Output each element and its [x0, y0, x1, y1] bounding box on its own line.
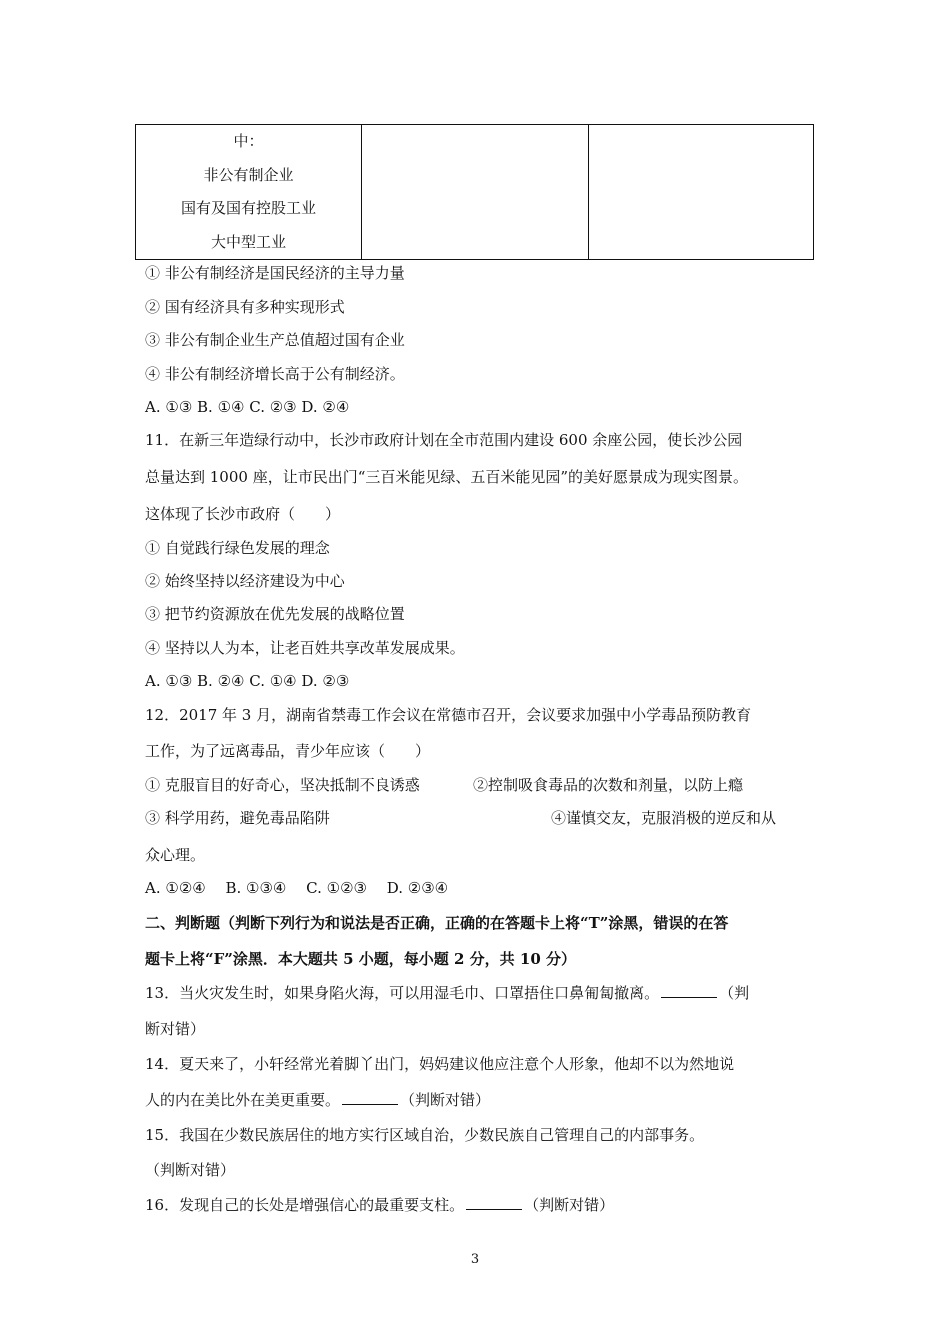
q11-stem-line-1: 11．在新三年造绿行动中，长沙市政府计划在全市范围内建设 600 余座公园，使长沙公园 — [145, 431, 743, 449]
q15-stem-line-2: （判断对错） — [145, 1161, 236, 1179]
q12-option-3: ③ 科学用药，避免毒品陷阱 — [145, 809, 330, 827]
q10-option-2: ② 国有经济具有多种实现形式 — [145, 298, 345, 316]
q14-stem-line-2 — [145, 1089, 490, 1111]
q10-choices: A. ①③ B. ①④ C. ②③ D. ②④ — [145, 398, 350, 416]
q10-option-1: ① 非公有制经济是国民经济的主导力量 — [145, 264, 405, 282]
q13-tail: （判 — [719, 984, 750, 1002]
section-2-heading-line-1: 二、判断题（判断下列行为和说法是否正确，正确的在答题卡上将“T”涂黑，错误的在答 — [145, 914, 729, 932]
q12-option-4-continued: 众心理。 — [145, 846, 206, 864]
q14-stem-line-1: 14．夏天来了，小轩经常光着脚丫出门，妈妈建议他应注意个人形象，他却不以为然地说 — [145, 1055, 735, 1073]
q14-answer-blank — [342, 1090, 398, 1105]
q11-option-1: ① 自觉践行绿色发展的理念 — [145, 539, 330, 557]
q14-text: 人的内在美比外在美更重要。 — [145, 1091, 341, 1109]
q11-choices: A. ①③ B. ②④ C. ①④ D. ②③ — [145, 672, 350, 690]
q10-option-4: ④ 非公有制经济增长高于公有制经济。 — [145, 365, 405, 383]
table-cell-empty — [589, 125, 814, 260]
continued-data-table — [135, 124, 814, 260]
q16-text: 16．发现自己的长处是增强信心的最重要支柱。 — [145, 1196, 465, 1214]
q11-stem-line-2: 总量达到 1000 座，让市民出门“三百米能见绿、五百米能见园”的美好愿景成为现实图景。 — [145, 468, 749, 486]
table-cell-line: 中： — [233, 132, 264, 150]
section-2-heading-line-2: 题卡上将“F”涂黑．本大题共 5 小题，每小题 2 分，共 10 分） — [145, 950, 576, 968]
q14-tail: （判断对错） — [400, 1091, 491, 1109]
q11-stem-line-3: 这体现了长沙市政府（ ） — [145, 505, 341, 523]
q11-option-4: ④ 坚持以人为本，让老百姓共享改革发展成果。 — [145, 639, 465, 657]
table-cell-line: 非公有制企业 — [203, 165, 294, 184]
q16-tail: （判断对错） — [524, 1196, 615, 1214]
q10-option-3: ③ 非公有制企业生产总值超过国有企业 — [145, 331, 405, 349]
q12-option-1: ① 克服盲目的好奇心，坚决抵制不良诱惑 — [145, 776, 420, 794]
q12-choices: A. ①②④ B. ①③④ C. ①②③ D. ②③④ — [145, 879, 449, 897]
q13-answer-blank — [661, 983, 717, 998]
q12-stem-line-2: 工作，为了远离毒品，青少年应该（ ） — [145, 742, 431, 760]
table-cell-line: 大中型工业 — [210, 232, 286, 251]
q16-answer-blank — [466, 1195, 522, 1210]
q15-stem-line-1: 15．我国在少数民族居住的地方实行区域自治，少数民族自己管理自己的内部事务。 — [145, 1126, 705, 1144]
q11-option-2: ② 始终坚持以经济建设为中心 — [145, 572, 345, 590]
q16-stem — [145, 1194, 614, 1216]
q13-text: 13．当火灾发生时，如果身陷火海，可以用湿毛巾、口罩捂住口鼻匍匐撤离。 — [145, 984, 660, 1002]
table-cell-line: 国有及国有控股工业 — [180, 199, 316, 217]
table-cell-empty — [362, 125, 589, 260]
table-row — [136, 125, 814, 260]
q12-stem-line-1: 12．2017 年 3 月，湖南省禁毒工作会议在常德市召开，会议要求加强中小学毒品预防教育 — [145, 706, 752, 724]
q12-option-2: ②控制吸食毒品的次数和剂量，以防上瘾 — [473, 776, 744, 794]
q13-stem-line-2: 断对错） — [145, 1020, 206, 1038]
table-cell-category — [136, 125, 362, 260]
q12-option-4: ④谨慎交友，克服消极的逆反和从 — [551, 809, 777, 827]
q13-stem — [145, 982, 749, 1004]
q11-option-3: ③ 把节约资源放在优先发展的战略位置 — [145, 605, 405, 623]
page-number: 3 — [470, 1252, 480, 1267]
